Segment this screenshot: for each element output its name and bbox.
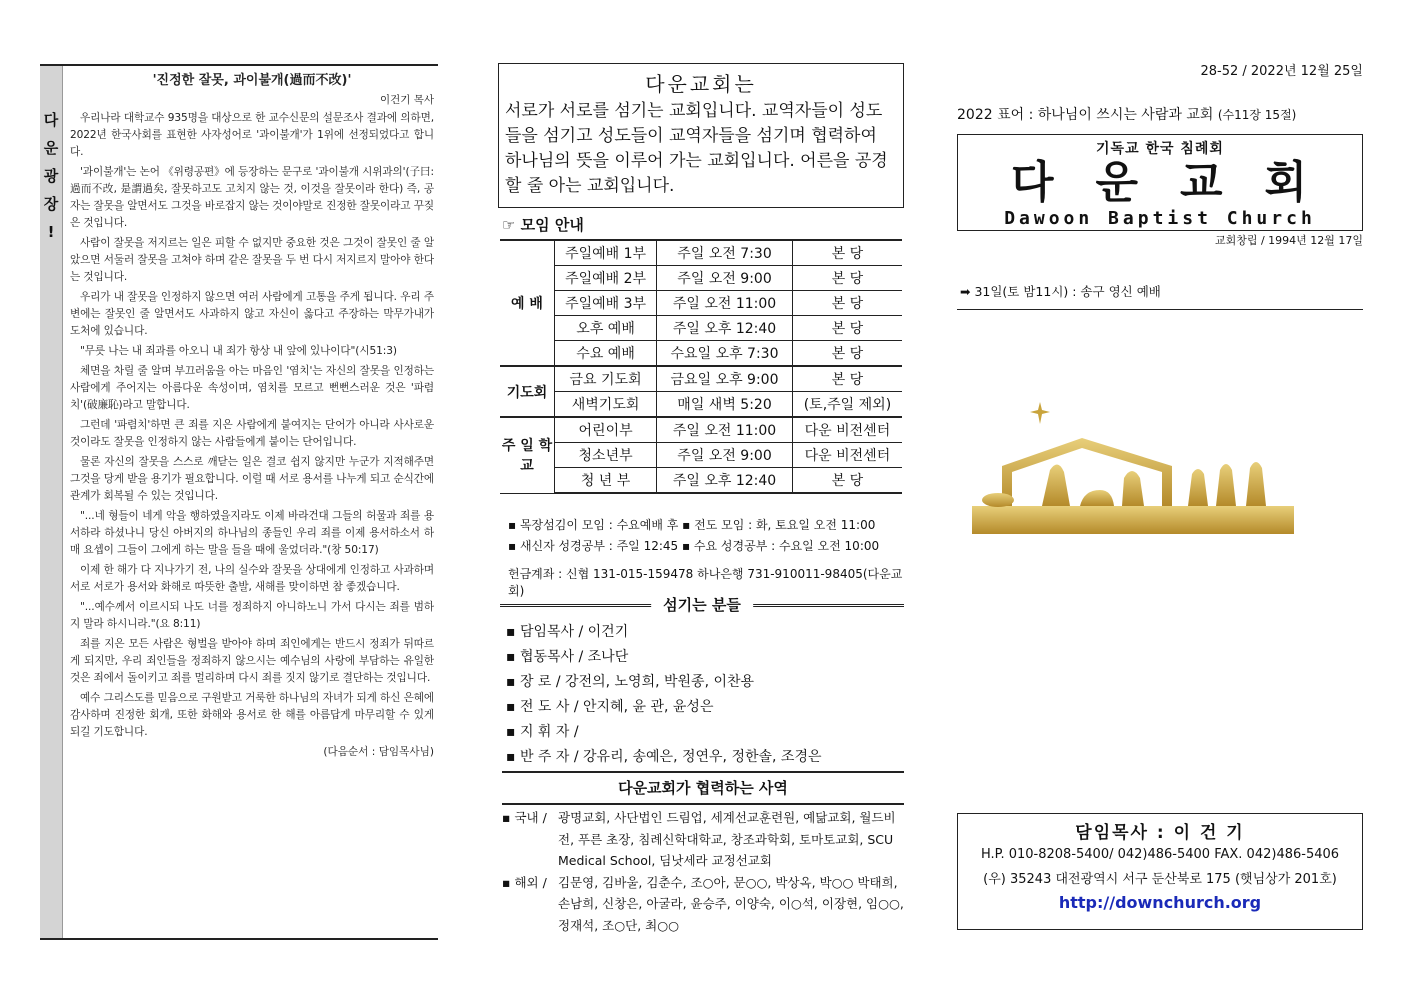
servants-heading: 섬기는 분들	[651, 594, 753, 615]
meeting-place: 본 당	[792, 341, 902, 367]
meeting-row	[500, 392, 902, 418]
essay-note: (다음순서 : 담임목사님)	[323, 746, 434, 758]
meetings-table	[500, 239, 902, 494]
side-tab-char: !	[47, 223, 55, 241]
servant-item: ▪ 장 로 / 강전의, 노영희, 박원종, 이찬용	[506, 674, 755, 690]
pastor-contact-box	[957, 813, 1363, 930]
king-shape	[1216, 464, 1236, 506]
side-tab	[40, 66, 63, 938]
mary-shape	[1122, 471, 1144, 506]
meeting-name: 수요 예배	[555, 341, 657, 367]
issue-info: 28-52 / 2022년 12월 25일	[1200, 64, 1363, 79]
ground-shape	[972, 506, 1294, 534]
essay-author: 이건기 목사	[379, 94, 434, 106]
column-info	[498, 63, 906, 943]
meeting-place: 본 당	[792, 316, 902, 341]
meeting-row	[500, 266, 902, 291]
meeting-name: 어린이부	[555, 417, 657, 443]
mission-row-overseas	[502, 872, 906, 937]
intro-text: 서로가 서로를 섬기는 교회입니다. 교역자들이 성도들을 섬기고 성도들이 교역자들을 섬기며 협력하여 하나님의 뜻을 이루어 가는 교회입니다. 어른을 공경할 줄 아는 교회입니다.	[505, 101, 888, 196]
meeting-time: 주일 오전 9:00	[657, 443, 793, 468]
servant-item: ▪ 전 도 사 / 안지혜, 윤 관, 윤성은	[506, 699, 714, 715]
meeting-place: 다운 비전센터	[792, 443, 902, 468]
contact-address: (우) 35243 대전광역시 서구 둔산북로 175 (햇님상가 201호)	[983, 872, 1337, 887]
website-link[interactable]: http://downchurch.org	[1058, 893, 1262, 912]
intro-box	[498, 63, 904, 208]
essay-paragraph: 이제 한 해가 다 지나가기 전, 나의 실수와 잘못을 상대에게 인정하고 사과하며 서로 서로가 용서와 화해로 따뜻한 출발, 새해를 맞이하면 참 좋겠습니다.	[70, 564, 434, 593]
meeting-time: 주일 오전 9:00	[657, 266, 793, 291]
church-name: 다운교회	[1010, 157, 1349, 208]
meeting-time: 주일 오전 11:00	[657, 291, 793, 316]
side-tab-char: 장	[43, 195, 59, 213]
essay-paragraph: 물론 자신의 잘못을 스스로 깨닫는 일은 결코 쉽지 않지만 누군가 지적해주면 그것을 당게 받을 용기가 필요합니다. 이럴 때 서로 용서를 나누게 되고 순식간에 관계가 회복될 수 있는 것입니다.	[70, 456, 434, 502]
meeting-place: (토,주일 제외)	[792, 392, 902, 418]
meeting-name: 금요 기도회	[555, 366, 657, 392]
servant-item: ▪ 담임목사 / 이건기	[506, 624, 629, 640]
meeting-group-label: 기도회	[500, 366, 555, 417]
meetings-heading: ☞ 모임 안내	[502, 216, 584, 234]
meeting-row	[500, 417, 902, 443]
year-motto	[957, 104, 1296, 124]
meeting-place: 다운 비전센터	[792, 417, 902, 443]
essay-paragraph: "...네 형들이 네게 악을 행하였을지라도 이제 바라건대 그들의 허물과 죄를 용서하라 하셨나니 당신 아버지의 하나님의 종들인 우리 죄를 이제 용서하소서 하매 요셉이 그들이 그에게 하는 말을 들을 때에 울었더라."(창 50:17)	[70, 510, 434, 556]
meeting-note: ▪ 새신자 성경공부 : 주일 12:45 ▪ 수요 성경공부 : 수요일 오전 10:00	[508, 539, 880, 553]
meeting-place: 본 당	[792, 266, 902, 291]
side-tab-char: 광	[43, 167, 59, 185]
meeting-row	[500, 443, 902, 468]
essay-paragraph: '과이불개'는 논어 《위령공편》에 등장하는 문구로 '과이불개 시위과의'(子曰: 過而不改, 是謂過矣, 잘못하고도 고치지 않는 것, 이것을 잘못이라 한다) 즉, 공자는 잘못을 알면서도 그것을 바로잡지 않는 것이야말로 진정한 잘못이라고 꾸짖은 것입니다.	[70, 166, 434, 229]
meeting-name: 주일예배 1부	[555, 240, 657, 266]
king-shape	[1246, 462, 1266, 506]
manger-shape	[1080, 490, 1114, 506]
church-name-english: Dawoon Baptist Church	[1004, 208, 1316, 229]
meeting-place: 본 당	[792, 240, 902, 266]
essay-paragraph: 그런데 '파렴치'하면 큰 죄를 지은 사람에게 붙여지는 단어가 아니라 사사로운 것이라도 잘못을 인정하지 않는 사람들에게 붙이는 단어입니다.	[70, 419, 434, 448]
sheep-shape	[982, 493, 1014, 507]
meeting-name: 오후 예배	[555, 316, 657, 341]
meeting-row	[500, 468, 902, 494]
meeting-row	[500, 366, 902, 392]
pastor-title: 담임목사 : 이 건 기	[1075, 823, 1245, 843]
servant-item: ▪ 협동목사 / 조나단	[506, 649, 629, 665]
intro-title: 다운교회는	[645, 72, 757, 96]
meeting-name: 청소년부	[555, 443, 657, 468]
servants-heading-band	[500, 594, 904, 616]
meeting-time: 주일 오후 12:40	[657, 316, 793, 341]
essay-paragraph: "무릇 나는 내 죄과를 아오니 내 죄가 항상 내 앞에 있나이다"(시51:3)	[80, 345, 397, 357]
divider	[957, 309, 1363, 310]
meeting-time: 주일 오후 12:40	[657, 468, 793, 494]
meeting-name: 청 년 부	[555, 468, 657, 494]
essay	[70, 72, 434, 761]
meeting-time: 매일 새벽 5:20	[657, 392, 793, 418]
servant-item: ▪ 반 주 자 / 강유리, 송예은, 정연우, 정한솔, 조경은	[506, 749, 822, 765]
star-icon	[1030, 402, 1050, 424]
meeting-place: 본 당	[792, 291, 902, 316]
meeting-name: 주일예배 2부	[555, 266, 657, 291]
meeting-time: 수요일 오후 7:30	[657, 341, 793, 367]
meeting-row	[500, 291, 902, 316]
meeting-name: 주일예배 3부	[555, 291, 657, 316]
denomination: 기독교 한국 침례회	[1096, 141, 1224, 157]
essay-paragraph: 우리나라 대학교수 935명을 대상으로 한 교수신문의 설문조사 결과에 의하면, 2022년 한국사회를 표현한 사자성어로 '과이불개'가 1위에 선정되었다고 합니다.	[70, 112, 434, 158]
missions-list	[502, 807, 906, 936]
meeting-place: 본 당	[792, 468, 902, 494]
essay-title: '진정한 잘못, 과이불개(過而不改)'	[152, 73, 352, 88]
mission-overseas: 김문영, 김바울, 김춘수, 조○아, 문○○, 박상옥, 박○○ 박태희, 손남희, 신창은, 아굴라, 윤승주, 이양숙, 이○석, 이장현, 임○○, 정재석, 조○단, 최○○	[558, 874, 904, 933]
meeting-time: 주일 오전 7:30	[657, 240, 793, 266]
meeting-place: 본 당	[792, 366, 902, 392]
motto-text: 2022 표어 : 하나님이 쓰시는 사람과 교회	[957, 107, 1214, 123]
meeting-row	[500, 316, 902, 341]
meeting-time: 주일 오전 11:00	[657, 417, 793, 443]
meeting-notes	[508, 515, 879, 557]
meeting-time: 금요일 오후 9:00	[657, 366, 793, 392]
founded-date: 교회창립 / 1994년 12월 17일	[1214, 234, 1363, 247]
meeting-name: 새벽기도회	[555, 392, 657, 418]
meeting-row	[500, 341, 902, 367]
mission-row-domestic	[502, 807, 906, 872]
joseph-shape	[1042, 464, 1070, 506]
contact-phones: H.P. 010-8208-5400/ 042)486-5400 FAX. 042)486-5406	[980, 847, 1340, 862]
side-tab-char: 다	[43, 111, 59, 129]
missions-heading: 다운교회가 협력하는 사역	[502, 771, 904, 805]
motto-reference: (수11장 15절)	[1217, 108, 1297, 122]
meeting-group-label: 예 배	[500, 240, 555, 366]
essay-paragraph: 죄를 지은 모든 사람은 형벌을 받아야 하며 죄인에게는 반드시 정죄가 뒤따르게 되지만, 우리 죄인들을 정죄하지 않으시는 예수님의 사랑에 부담하는 유일한 것은 죄에서 돌이키고 죄를 멀리하며 다시 죄를 짓지 않기로 결단하는 것입니다.	[70, 638, 434, 684]
offering-account: 헌금계좌 : 신협 131-015-159478 하나은행 731-910011-98405(다운교회)	[508, 567, 903, 598]
side-tab-char: 운	[43, 139, 59, 157]
servant-item: ▪ 지 휘 자 /	[506, 724, 579, 740]
event-notice: ➡ 31일(토 밤11시) : 송구 영신 예배	[960, 284, 1161, 299]
nativity-illustration	[972, 398, 1298, 536]
king-shape	[1188, 469, 1208, 506]
essay-paragraph: "...예수께서 이르시되 나도 너를 정죄하지 아니하노니 가서 다시는 죄를 범하지 말라 하시니라."(요 8:11)	[70, 601, 434, 630]
essay-paragraph: 예수 그리스도를 믿음으로 구원받고 거룩한 하나님의 자녀가 되게 하신 은혜에 감사하며 진정한 회개, 또한 화해와 용서로 한 해를 아름답게 마무리할 수 있게 되길 기도합니다.	[70, 692, 434, 738]
essay-paragraph: 체면을 차릴 줄 알며 부끄러움을 아는 마음인 '염치'는 자신의 잘못을 인정하는 사람에게 주어지는 아름다운 속성이며, 염치를 모르고 뻔뻔스러운 것은 '파렴치'(破廉恥)라고 말합니다.	[70, 365, 434, 411]
mission-key: ▪ 해외 /	[502, 874, 547, 890]
column-essay	[40, 64, 438, 940]
meeting-group-label: 주 일 학 교	[500, 417, 555, 493]
meeting-row	[500, 240, 902, 266]
servants-list	[506, 620, 822, 770]
essay-paragraph: 우리가 내 잘못을 인정하지 않으면 여러 사람에게 고통을 주게 됩니다. 우리 주변에는 잘못인 줄 알면서도 사과하지 않고 자신이 옳다고 주장하는 막무가내가 도처에 있습니다.	[70, 291, 434, 337]
mission-key: ▪ 국내 /	[502, 810, 547, 825]
meeting-note: ▪ 목장섬김이 모임 : 수요예배 후 ▪ 전도 모임 : 화, 토요일 오전 11:00	[508, 518, 876, 532]
church-name-box	[957, 134, 1363, 231]
essay-paragraph: 사람이 잘못을 저지르는 일은 피할 수 없지만 중요한 것은 그것이 잘못인 줄 알았으면 서둘러 잘못을 고쳐야 하며 같은 잘못을 두 번 다시 저지르지 말아야 한다는 것입니다.	[70, 237, 434, 283]
mission-domestic: 광명교회, 사단법인 드림업, 세계선교훈련원, 예닮교회, 월드비전, 푸른 초장, 침례신학대학교, 창조과학회, 토마토교회, SCU Medical School, 딤낫세라 교정선교회	[558, 810, 896, 868]
